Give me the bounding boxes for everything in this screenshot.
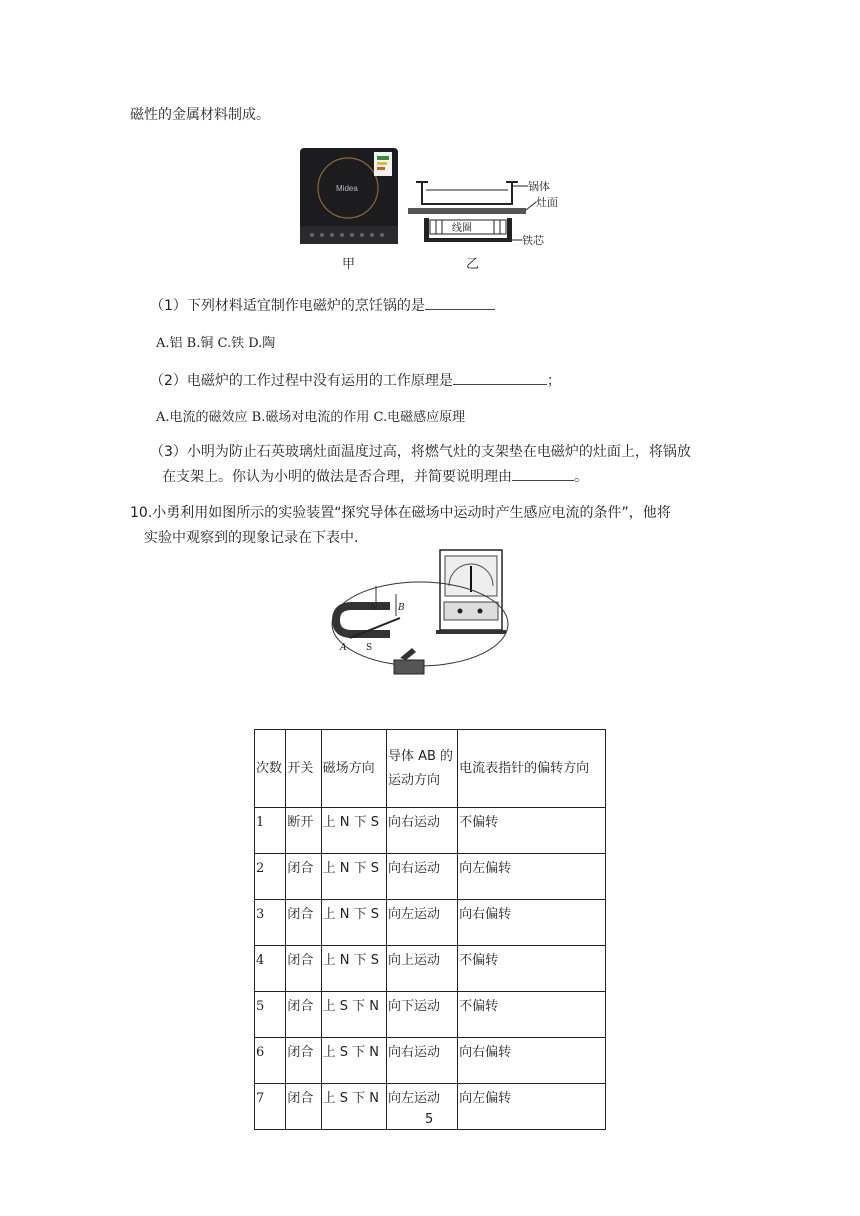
- table-cell: 1: [255, 808, 286, 854]
- table-cell: 上 N 下 S: [321, 854, 386, 900]
- table-cell: 上 S 下 N: [321, 1084, 386, 1130]
- q9-part1-text: （1）下列材料适宜制作电磁炉的烹饪锅的是: [150, 298, 425, 314]
- table-header-cell: 磁场方向: [321, 730, 386, 808]
- apparatus-svg: [330, 546, 526, 684]
- table-cell: 上 N 下 S: [321, 946, 386, 992]
- table-cell: 向左运动: [386, 900, 457, 946]
- table-cell: 向右运动: [386, 1038, 457, 1084]
- answer-blank[interactable]: [425, 295, 495, 310]
- q10-line1: 10.小勇利用如图所示的实验装置“探究导体在磁场中运动时产生感应电流的条件”，他将: [130, 505, 671, 521]
- magnet-pole-s: S: [366, 643, 373, 653]
- q10-line2: 实验中观察到的现象记录在下表中.: [144, 530, 359, 546]
- table-cell: 向左偏转: [458, 854, 606, 900]
- table-row: [255, 900, 606, 946]
- table-header-cell: 次数: [255, 730, 286, 808]
- magnet-pole-n: N: [370, 603, 378, 613]
- figure-label-yi: 乙: [466, 257, 480, 272]
- page-number: 5: [425, 1112, 434, 1127]
- q9-part2-options: A.电流的磁效应 B.磁场对电流的作用 C.电磁感应原理: [156, 410, 466, 425]
- table-cell: 不偏转: [458, 946, 606, 992]
- q9-part3-line2: [162, 466, 588, 486]
- table-header-cell: 电流表指针的偏转方向: [458, 730, 606, 808]
- table-cell: 7: [255, 1084, 286, 1130]
- switch-lever: [400, 648, 416, 660]
- induction-cooker-svg: [296, 146, 576, 272]
- q9-part1-options: A.铝 B.铜 C.铁 D.陶: [156, 336, 276, 351]
- table-cell: 向右运动: [386, 808, 457, 854]
- table-cell: 5: [255, 992, 286, 1038]
- table-row: [255, 1038, 606, 1084]
- q9-part2-end: ；: [546, 373, 561, 389]
- pot-cross-section: [416, 182, 518, 204]
- q9-part3-line1: （3）小明为防止石英玻璃灶面温度过高，将燃气灶的支架垫在电磁炉的灶面上，将锅放: [150, 444, 691, 460]
- table-cell: 上 S 下 N: [321, 992, 386, 1038]
- table-cell: 不偏转: [458, 992, 606, 1038]
- figure-label-jia: 甲: [342, 257, 356, 272]
- table-cell: 闭合: [286, 900, 321, 946]
- induction-cooker-figure: [296, 146, 576, 272]
- pot-body-label: 锅体: [528, 180, 550, 193]
- intro-tail-text: 磁性的金属材料制成。: [130, 107, 270, 123]
- switch-base: [394, 660, 424, 674]
- table-header-cell: 导体 AB 的 运动方向: [386, 730, 457, 808]
- coil-label: 线圈: [452, 223, 472, 234]
- galvanometer-base: [444, 602, 498, 620]
- table-row: [255, 946, 606, 992]
- table-cell: 向右偏转: [458, 900, 606, 946]
- table-cell: 闭合: [286, 946, 321, 992]
- table-cell: 闭合: [286, 992, 321, 1038]
- brand-logo: Midea: [336, 184, 358, 193]
- answer-blank[interactable]: [512, 466, 574, 481]
- table-cell: 向右运动: [386, 854, 457, 900]
- stove-surface-label: 灶面: [536, 196, 558, 209]
- q9-part2-text: （2）电磁炉的工作过程中没有运用的工作原理是: [150, 373, 453, 389]
- answer-blank[interactable]: [453, 370, 547, 385]
- conductor-end-b: B: [398, 603, 405, 613]
- table-row: [255, 808, 606, 854]
- table-cell: 向左运动: [386, 1084, 457, 1130]
- table-cell: 2: [255, 854, 286, 900]
- table-cell: 闭合: [286, 1084, 321, 1130]
- table-cell: 向上运动: [386, 946, 457, 992]
- table-cell: 向右偏转: [458, 1038, 606, 1084]
- iron-core-label: 铁芯: [522, 234, 544, 247]
- table-cell: 不偏转: [458, 808, 606, 854]
- table-row: [255, 854, 606, 900]
- experiment-results-table: [254, 729, 606, 1130]
- table-cell: 向下运动: [386, 992, 457, 1038]
- table-cell: 断开: [286, 808, 321, 854]
- table-cell: 3: [255, 900, 286, 946]
- q9-part3-text: 在支架上。你认为小明的做法是否合理，并简要说明理由: [162, 469, 512, 485]
- q9-part1: [150, 295, 495, 315]
- q9-part3-end: 。: [574, 469, 588, 485]
- table-cell: 闭合: [286, 854, 321, 900]
- conductor-end-a: A: [340, 643, 347, 653]
- stove-surface: [408, 208, 526, 214]
- table-cell: 6: [255, 1038, 286, 1084]
- q9-part2: [150, 370, 561, 390]
- table-header-row: [255, 730, 606, 808]
- table-header-cell: 开关: [286, 730, 321, 808]
- table-cell: 闭合: [286, 1038, 321, 1084]
- table-cell: 向左偏转: [458, 1084, 606, 1130]
- table-cell: 上 S 下 N: [321, 1038, 386, 1084]
- table-cell: 上 N 下 S: [321, 900, 386, 946]
- table-row: [255, 992, 606, 1038]
- table-cell: 上 N 下 S: [321, 808, 386, 854]
- table-cell: 4: [255, 946, 286, 992]
- experiment-apparatus-figure: [330, 546, 526, 684]
- horseshoe-magnet: [336, 606, 390, 634]
